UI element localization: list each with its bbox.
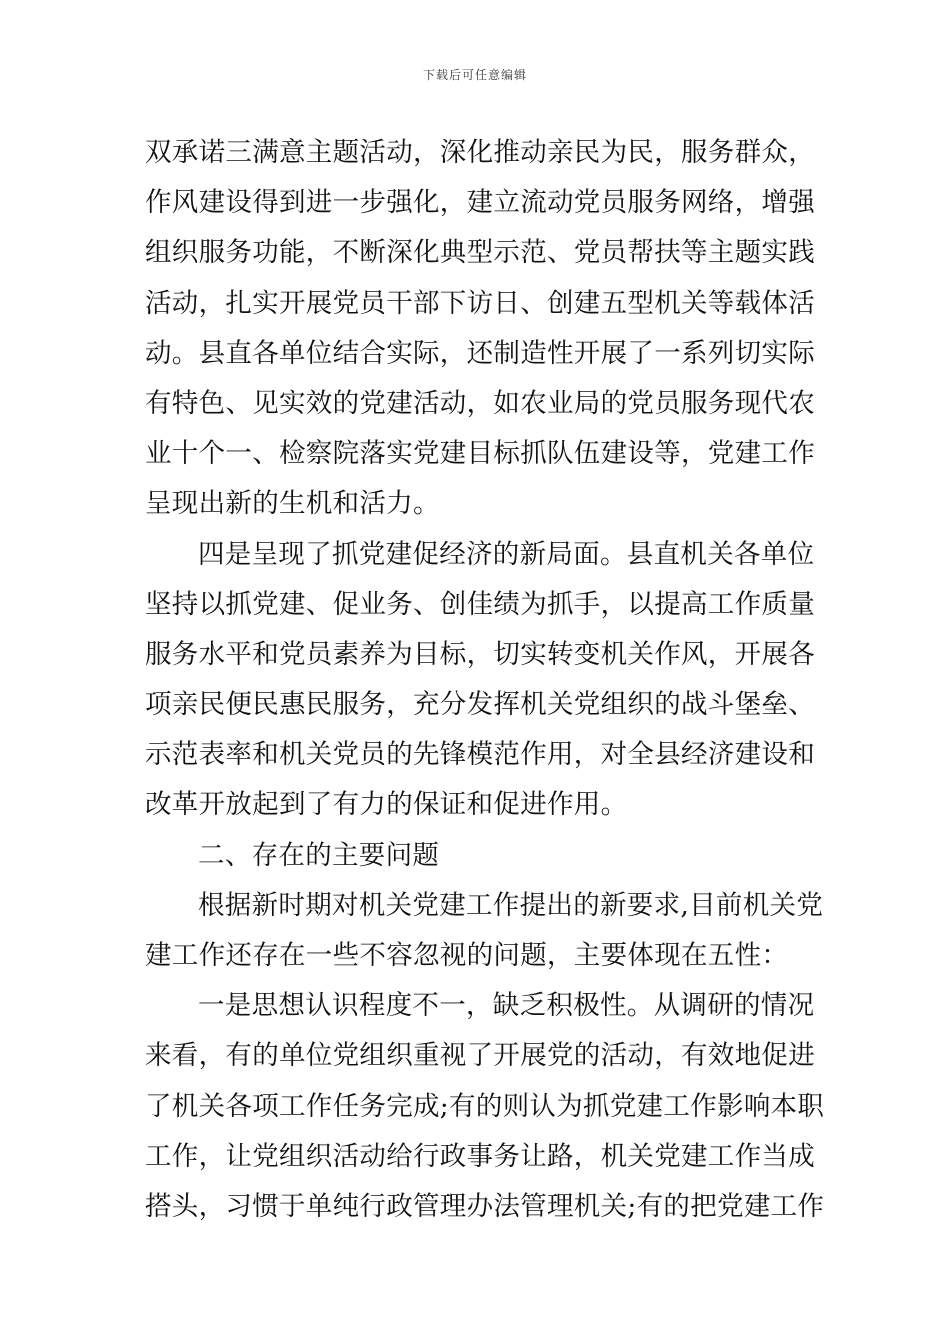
page-header-note: 下载后可任意编辑 [422,68,527,82]
paragraph-start-line: 四是呈现了抓党建促经济的新局面。县直机关各单位 [198,538,815,570]
text-line: 来看，有的单位党组织重视了开展党的活动，有效地促进 [145,1040,815,1072]
text-line: 示范表率和机关党员的先锋模范作用，对全县经济建设和 [145,739,815,771]
text-line: 活动，扎实开展党员干部下访日、创建五型机关等载体活 [145,287,815,319]
paragraph-start-line: 根据新时期对机关党建工作提出的新要求,目前机关党 [198,889,824,921]
text-line: 坚持以抓党建、促业务、创佳绩为抓手，以提高工作质量 [145,588,815,620]
text-line: 项亲民便民惠民服务，充分发挥机关党组织的战斗堡垒、 [145,689,815,721]
text-line: 呈现出新的生机和活力。 [145,488,440,520]
text-line: 了机关各项工作任务完成;有的则认为抓党建工作影响本职 [145,1090,825,1122]
text-line: 业十个一、检察院落实党建目标抓队伍建设等，党建工作 [145,438,815,470]
section-heading: 二、存在的主要问题 [198,839,440,871]
text-line: 建工作还存在一些不容忽视的问题，主要体现在五性： [145,940,789,971]
text-line: 工作，让党组织活动给行政事务让路，机关党建工作当成 [145,1140,815,1172]
text-line: 作风建设得到进一步强化，建立流动党员服务网络，增强 [145,187,815,219]
paragraph-start-line: 一是思想认识程度不一，缺乏积极性。从调研的情况 [198,990,815,1022]
text-line: 动。县直各单位结合实际，还制造性开展了一系列切实际 [145,337,815,369]
text-line: 双承诺三满意主题活动，深化推动亲民为民，服务群众， [145,137,815,168]
text-line: 有特色、见实效的党建活动，如农业局的党员服务现代农 [145,387,815,419]
text-line: 服务水平和党员素养为目标，切实转变机关作风，开展各 [145,638,815,670]
text-line: 改革开放起到了有力的保证和促进作用。 [145,789,628,821]
text-line: 搭头，习惯于单纯行政管理办法管理机关;有的把党建工作 [145,1190,825,1222]
text-line: 组织服务功能，不断深化典型示范、党员帮扶等主题实践 [145,237,815,269]
document-body [145,128,825,1232]
